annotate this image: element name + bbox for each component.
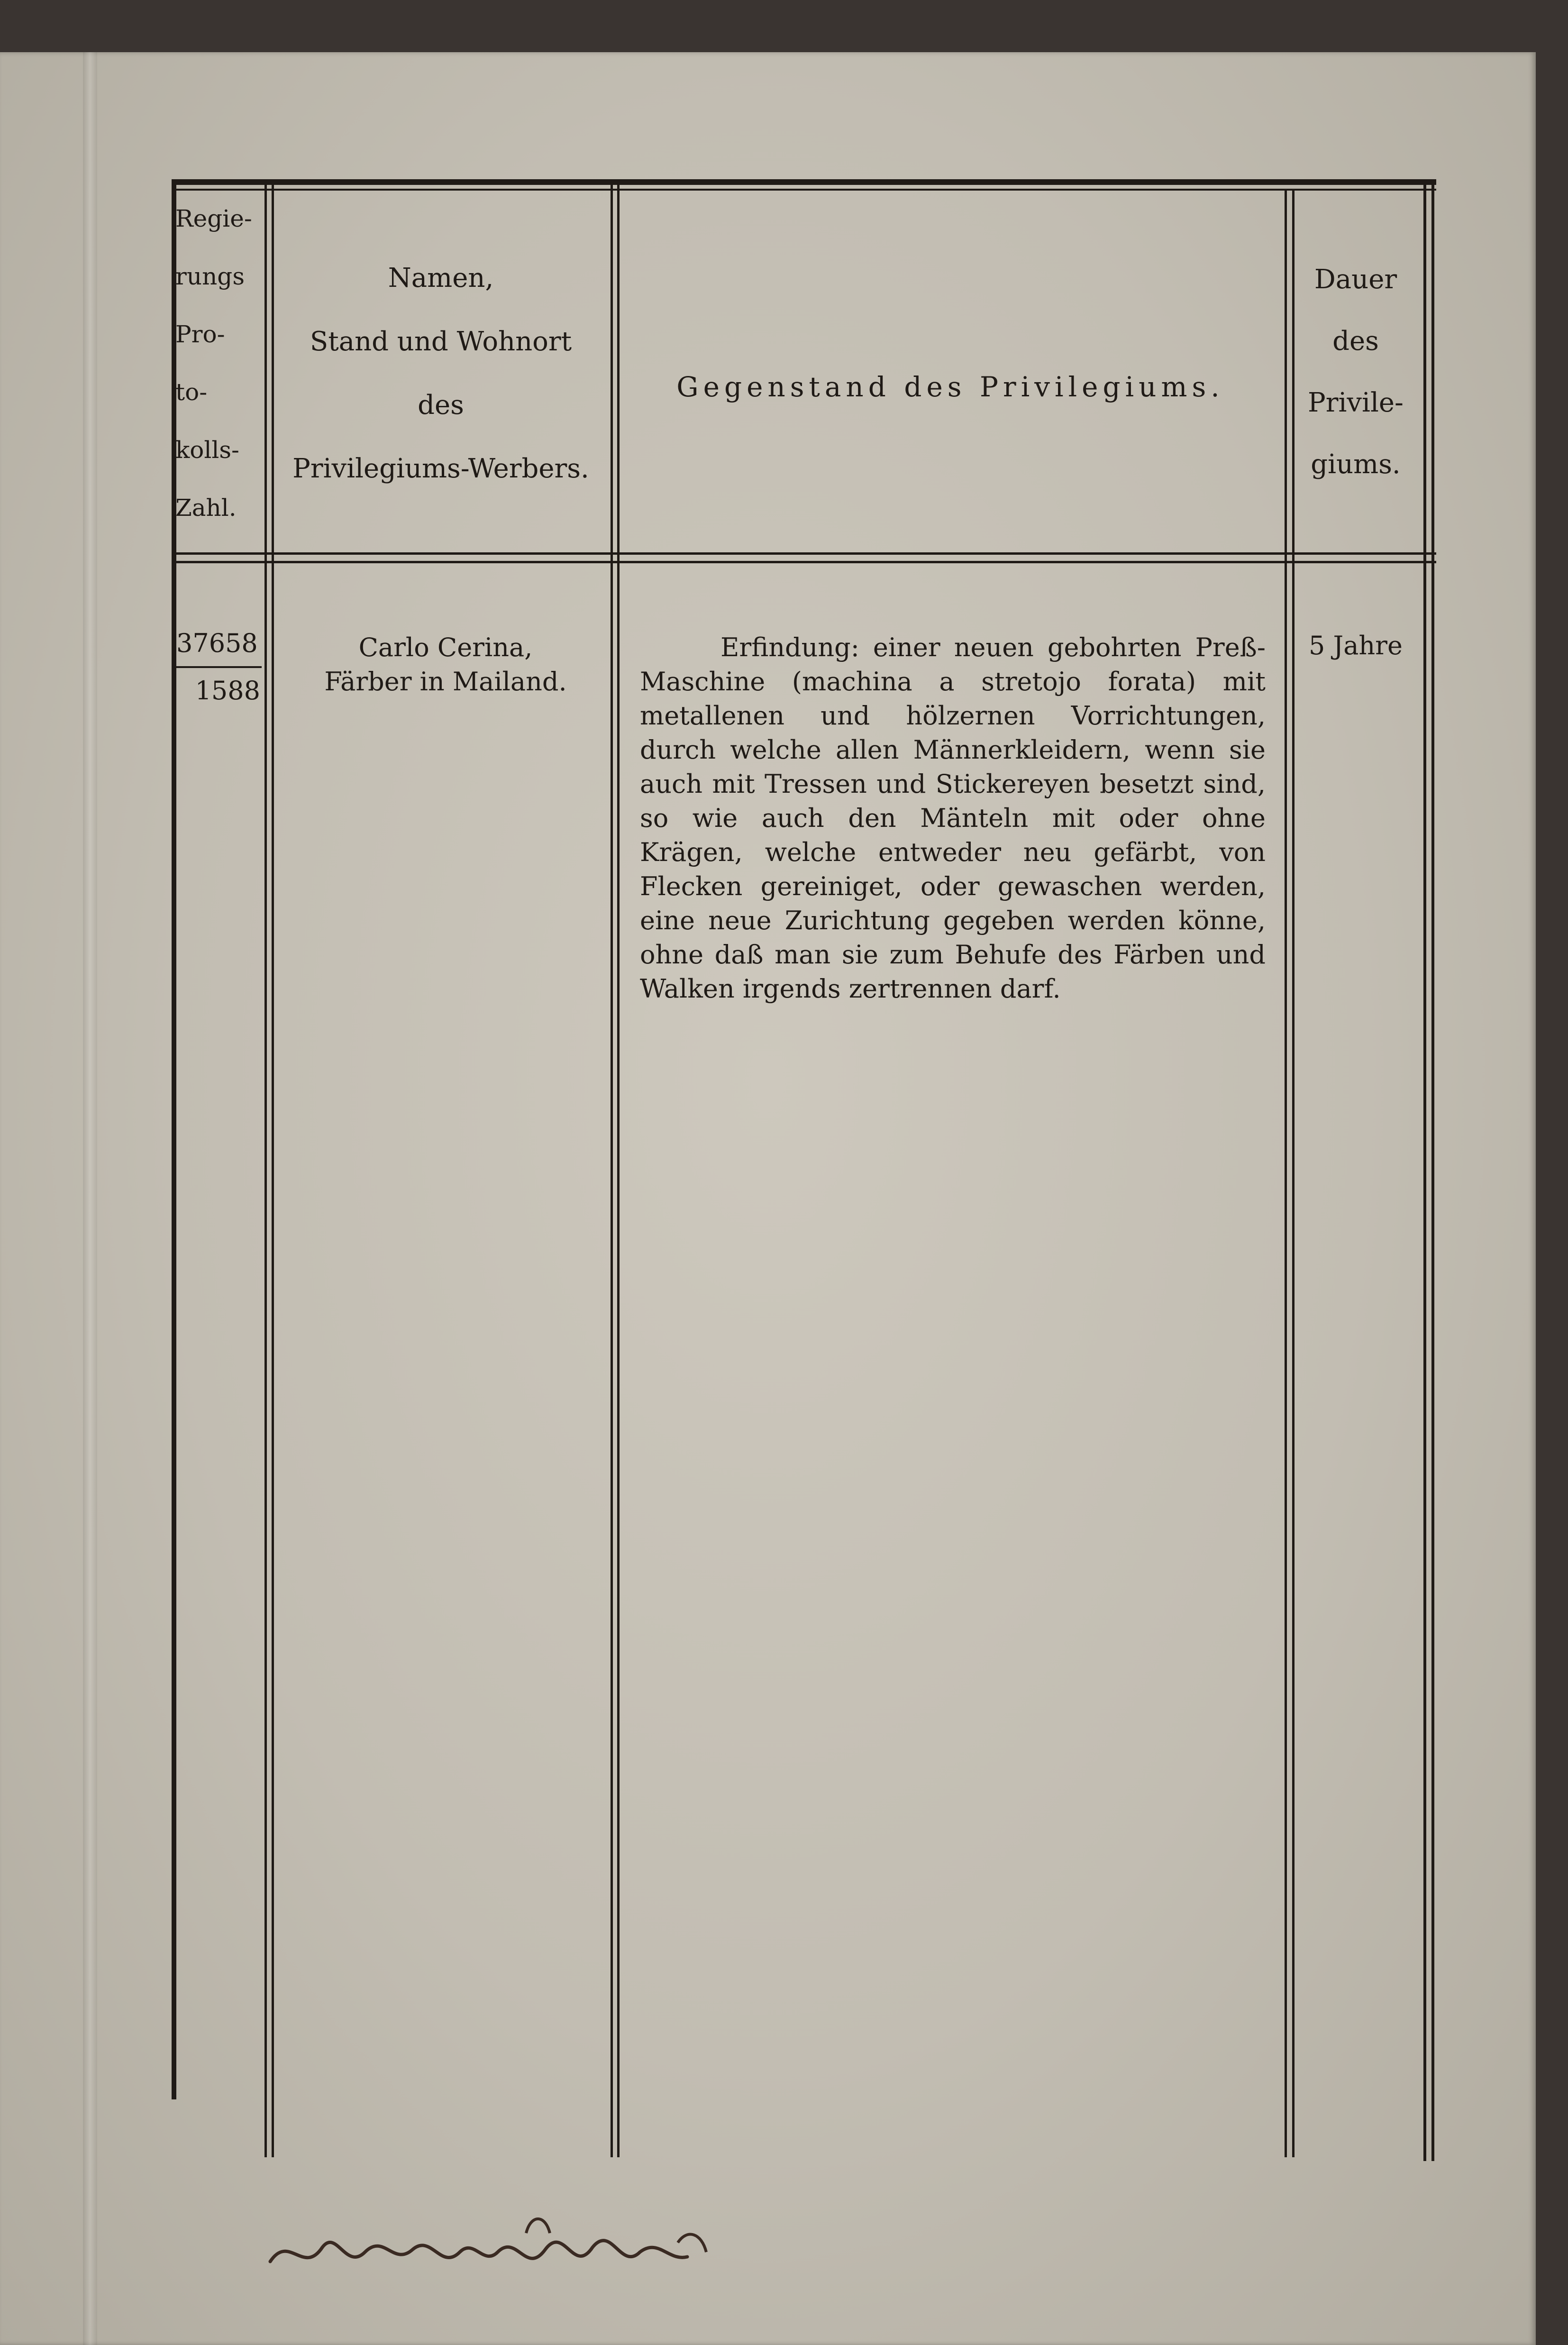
header-name — [275, 247, 607, 501]
col2-divider — [611, 185, 613, 2157]
header-protocol-number — [175, 190, 265, 537]
header-bottom-rule-2 — [172, 561, 1436, 563]
privilege-duration: 5 Jahre — [1309, 631, 1403, 660]
privilege-subject: Erfindung: einer neuen gebohrten Preß-Maschine (machina a stretojo forata) mit metallenen und hölzernen Vorrichtungen, durch welche allen Männerkleidern, wenn sie auch mit Tressen und Stickereyen besetzt sind, so wie auch den Mänteln mit oder ohne Krägen, welche entweder neu gefärbt, von Flecken gereiniget, oder gewaschen werden, eine neue Zurichtung gegeben werden könne, ohne daß man sie zum Behufe des Färben und Walken irgends zertrennen darf. — [640, 632, 1266, 1004]
applicant-occupation: Färber in Mailand. — [324, 667, 567, 696]
header-name-line: Privilegiums-Werbers. — [292, 453, 589, 484]
header-protocol-line: rungs — [175, 263, 245, 290]
header-name-line: des — [418, 390, 464, 421]
header-bottom-rule — [172, 552, 1436, 555]
table-top-rule — [172, 179, 1436, 185]
header-protocol-line: Zahl. — [175, 494, 237, 522]
header-duration-line: Dauer — [1314, 264, 1397, 295]
header-protocol-line: Regie- — [175, 205, 252, 232]
applicant-cell — [284, 631, 607, 699]
handwritten-signature — [261, 2205, 735, 2290]
header-protocol-line: kolls- — [175, 436, 239, 464]
right-border — [1423, 179, 1426, 2161]
header-name-line: Stand und Wohnort — [310, 326, 572, 357]
protocol-fraction-bar — [176, 666, 262, 668]
protocol-sub-number: 1588 — [195, 676, 260, 705]
header-protocol-line: to- — [175, 378, 208, 406]
applicant-name: Carlo Cerina, — [358, 632, 533, 662]
protocol-number: 37658 — [176, 628, 258, 658]
table-top-rule-thin — [172, 189, 1436, 191]
header-duration-line: des — [1332, 326, 1379, 357]
col2-divider-b — [617, 185, 620, 2157]
header-duration — [1292, 249, 1420, 495]
header-duration-line: Privile- — [1308, 387, 1404, 418]
paper-fold — [83, 52, 97, 2345]
header-name-line: Namen, — [388, 263, 494, 293]
header-subject: Gegenstand des Privilegiums. — [676, 371, 1224, 403]
header-duration-line: giums. — [1311, 449, 1401, 480]
header-protocol-line: Pro- — [175, 321, 225, 348]
right-border-b — [1431, 179, 1434, 2161]
col3-divider — [1285, 190, 1287, 2157]
col1-divider-b — [272, 185, 274, 2157]
